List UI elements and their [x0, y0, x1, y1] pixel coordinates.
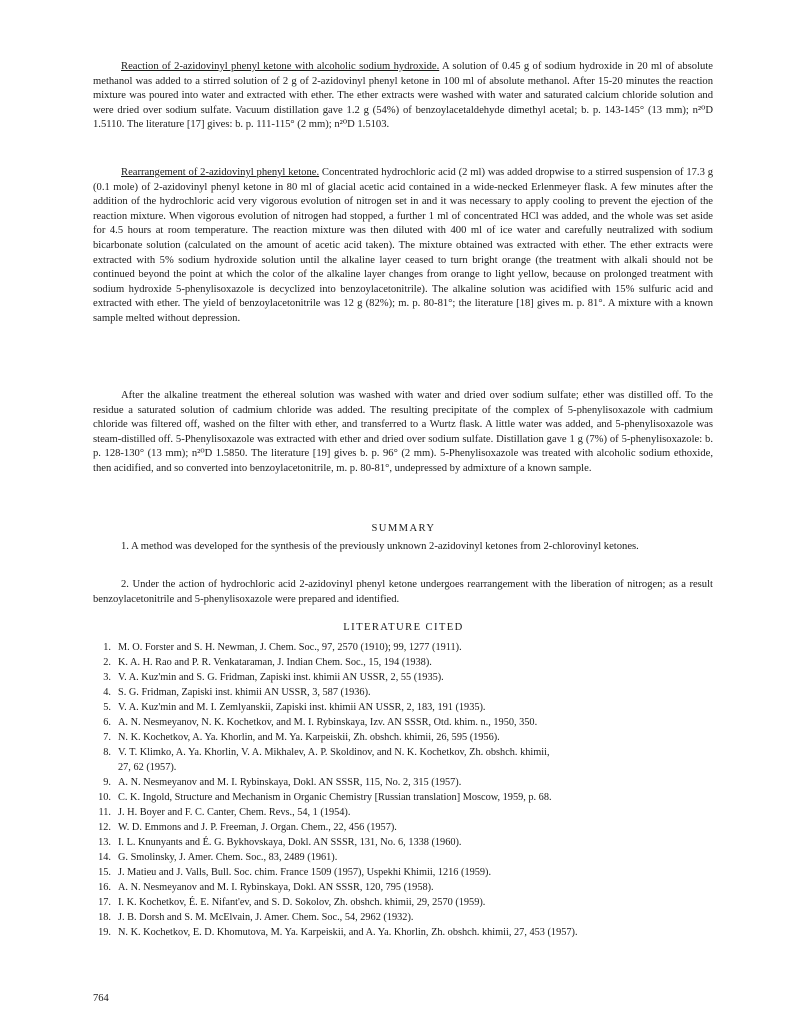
reference-item: 5. V. A. Kuz'min and M. I. Zemlyanskii, Zapiski inst. khimii AN USSR, 2, 183, 191 (1935). [103, 702, 486, 713]
reference-item: 15. J. Matieu and J. Valls, Bull. Soc. chim. France 1509 (1957), Uspekhi Khimii, 1216 (1959). [98, 867, 492, 878]
reference-item: 2. K. A. H. Rao and P. R. Venkataraman, J. Indian Chem. Soc., 15, 194 (1938). [103, 657, 432, 668]
reference-item: 19. N. K. Kochetkov, E. D. Khomutova, M. Ya. Karpeiskii, and A. Ya. Khorlin, Zh. obshch. khimii, 27, 453 (1957). [98, 927, 578, 938]
paragraph-body: Concentrated hydrochloric acid (2 ml) was added dropwise to a stirred suspension of 17.3 g (0.1 mole) of 2-azidovinyl phenyl ketone in 80 ml of glacial acetic acid contained in a wide-necked Erlenmeyer flask. A few minutes after the addition of the hydrochloric acid very vigorous evolution of nitrogen set in and it was necessary to apply cooling to prevent the ejection of the reaction mixture. When vigorous evolution of nitrogen had stopped, a further 1 ml of concentrated HCl was added, and the whole was set aside for 4.5 hours at room temperature. The reaction mixture was then diluted with 400 ml of ice water and carefully neutralized with sodium bicarbonate solution (calculated on the amount of acetic acid taken). The mixture obtained was extracted with ether. The ether extracts were extracted with 5% sodium hydroxide solution until the alkaline layer ceased to turn bright orange (the treatment with alkali should not be continued beyond the point at which the color of the alkaline layer changes from orange to light yellow, because on prolonged treatment with sodium hydroxide 5-phenylisoxazole is decyclized into benzoylacetonitrile). The alkaline solution was acidified with 15% sulfuric acid and extracted with ether. The yield of benzoylacetonitrile was 12 g (82%); m. p. 80-81°; the literature [18] gives m. p. 81°. A mixture with a known sample melted without depression. [93, 167, 714, 324]
reference-item: 3. V. A. Kuz'min and S. G. Fridman, Zapiski inst. khimii AN USSR, 2, 55 (1935). [103, 672, 444, 683]
page-number: 764 [93, 993, 109, 1004]
reference-list [93, 640, 718, 940]
paragraph-alkaline-treatment [93, 389, 713, 477]
reference-item: 17. I. K. Kochetkov, É. E. Nifant'ev, and S. D. Sokolov, Zh. obshch. khimii, 29, 2570 (1959). [98, 897, 486, 908]
reference-item: 14. G. Smolinsky, J. Amer. Chem. Soc., 83, 2489 (1961). [98, 852, 338, 863]
paragraph-rearrangement [93, 166, 713, 327]
reference-item: 13. I. L. Knunyants and É. G. Bykhovskaya, Dokl. AN SSSR, 131, No. 6, 1338 (1960). [98, 837, 462, 848]
reference-item: 8. V. T. Klimko, A. Ya. Khorlin, V. A. Mikhalev, A. P. Skoldinov, and N. K. Kochetkov, Zh. obshch. khimii, 27, 62 (1957). [93, 745, 718, 775]
reference-item: 9. A. N. Nesmeyanov and M. I. Rybinskaya, Dokl. AN SSSR, 115, No. 2, 315 (1957). [103, 777, 462, 788]
summary-item-2: 2. Under the action of hydrochloric acid 2-azidovinyl phenyl ketone undergoes rearrangement with the liberation of nitrogen; as a result benzoylacetonitrile and 5-phenylisoxazole were prepared and identified. [93, 579, 713, 605]
reference-item: 7. N. K. Kochetkov, A. Ya. Khorlin, and M. Ya. Karpeiskii, Zh. obshch. khimii, 26, 595 (1956). [103, 732, 500, 743]
reference-item: 6. A. N. Nesmeyanov, N. K. Kochetkov, and M. I. Rybinskaya, Izv. AN SSSR, Otd. khim. n., 1950, 350. [103, 717, 538, 728]
reference-item: 18. J. B. Dorsh and S. M. McElvain, J. Amer. Chem. Soc., 54, 2962 (1932). [98, 912, 414, 923]
paragraph-run-in-title: Reaction of 2-azidovinyl phenyl ketone with alcoholic sodium hydroxide. [121, 61, 440, 72]
reference-item: 4. S. G. Fridman, Zapiski inst. khimii AN USSR, 3, 587 (1936). [103, 687, 371, 698]
reference-item: 1. M. O. Forster and S. H. Newman, J. Chem. Soc., 97, 2570 (1910); 99, 1277 (1911). [103, 642, 462, 653]
paragraph-body: A solution of 0.45 g of sodium hydroxide in 20 ml of absolute methanol was added to a stirred solution of 2 g of 2-azidovinyl phenyl ketone in 100 ml of absolute methanol. After 15-20 minutes the reaction mixture was poured into water and extracted with ether. The ether extracts were washed with water and saturated calcium chloride solution and were dried over sodium sulfate. Vacuum distillation gave 1.2 g (54%) of benzoylacetaldehyde dimethyl acetal; b. p. 143-145° (13 mm); n²⁰D 1.5110. The literature [17] gives: b. p. 111-115° (2 mm); n²⁰D 1.5103. [93, 61, 713, 131]
paragraph-body: After the alkaline treatment the ethereal solution was washed with water and dried over sodium sulfate; ether was distilled off. To the residue a saturated solution of cadmium chloride was added. The resulting precipitate of the complex of 5-phenylisoxazole with cadmium chloride was filtered off, washed on the filter with ether, and transferred to a Wurtz flask. A little water was added, and 5-phenylisoxazole was steam-distilled off. 5-Phenylisoxazole was extracted with ether and dried over sodium sulfate. Distillation gave 1 g (7%) of 5-phenylisoxazole: b. p. 128-130° (13 mm); n²⁰D 1.5850. The literature [19] gives b. p. 96° (2 mm). 5-Phenylisoxazole was treated with alcoholic sodium ethoxide, then acidified, and so converted into benzoylacetonitrile, m. p. 80-81°, undepressed by admixture of a known sample. [93, 390, 713, 474]
reference-item: 16. A. N. Nesmeyanov and M. I. Rybinskaya, Dokl. AN SSSR, 120, 795 (1958). [98, 882, 434, 893]
reference-item: 10. C. K. Ingold, Structure and Mechanism in Organic Chemistry [Russian translation] Moscow, 1959, p. 68. [98, 792, 552, 803]
reference-item: 11. J. H. Boyer and F. C. Canter, Chem. Revs., 54, 1 (1954). [98, 807, 351, 818]
reference-continuation: 27, 62 (1957). [118, 762, 177, 773]
paragraph-run-in-title: Rearrangement of 2-azidovinyl phenyl ketone. [121, 167, 320, 178]
summary-heading: SUMMARY [371, 523, 436, 534]
summary-item-1: 1. A method was developed for the synthesis of the previously unknown 2-azidovinyl ketones from 2-chlorovinyl ketones. [121, 541, 639, 552]
literature-heading: LITERATURE CITED [343, 622, 464, 633]
reference-item: 12. W. D. Emmons and J. P. Freeman, J. Organ. Chem., 22, 456 (1957). [98, 822, 397, 833]
paragraph-alcoholic-sodium-hydroxide [93, 60, 713, 133]
